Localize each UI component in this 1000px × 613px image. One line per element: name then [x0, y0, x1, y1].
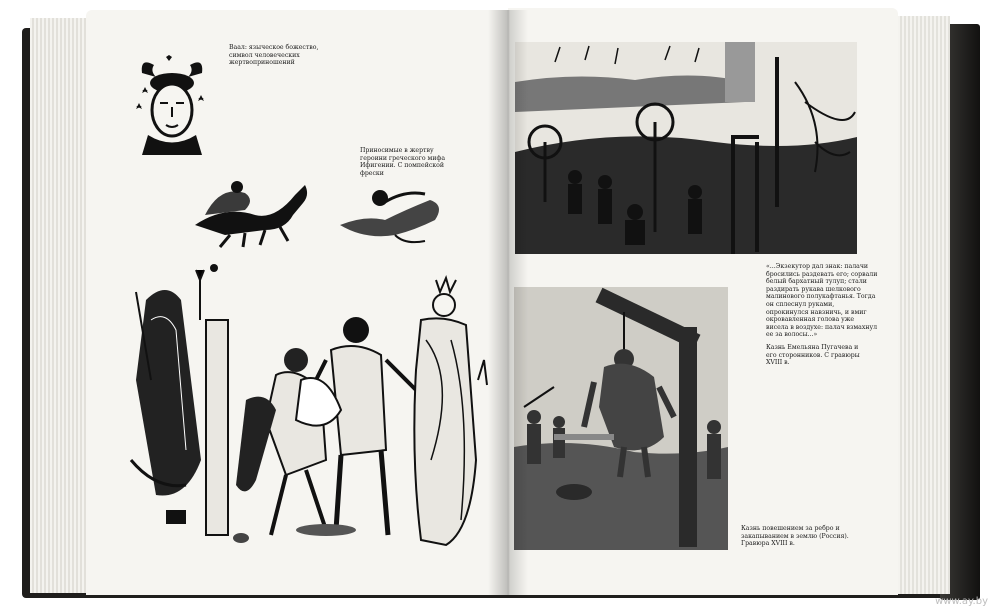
gallows-hanging-illustration [514, 287, 728, 550]
caption-baal: Ваал: языческое божество, символ человеческих жертвоприношений [229, 44, 319, 67]
caption-execution-quote: «...Экзекутор дал знак: палачи бросились раздевать его; сорвали белый бархатный тулуп; стали раздирать рукава шелкового малинового полукафтанья. Тогда он сплеснул руками, опрокинулся навзничь, и вмиг окровавленная голова уже висела в воздухе: палач взмахнул ее за волосы...» [766, 263, 878, 339]
execution-scene-top-illustration [515, 42, 857, 254]
caption-pugachev: Казнь Емельяна Пугачева и его сторонников. С гравюры XVIII в. [766, 344, 860, 367]
reclining-figure-illustration [335, 180, 450, 245]
rider-illustration [185, 175, 325, 250]
caption-hanging: Казнь повешением за ребро и закапыванием в землю (Россия). Гравюра XVIII в. [741, 525, 849, 548]
watermark-text: www.ay.by [935, 596, 988, 607]
sacrifice-scene-illustration [126, 260, 488, 555]
caption-iphigenia: Приносимые в жертву героини греческого мифа Ифигении. С помпейской фрески [360, 147, 446, 177]
baal-illustration [132, 55, 212, 160]
right-page-stack [890, 16, 950, 594]
